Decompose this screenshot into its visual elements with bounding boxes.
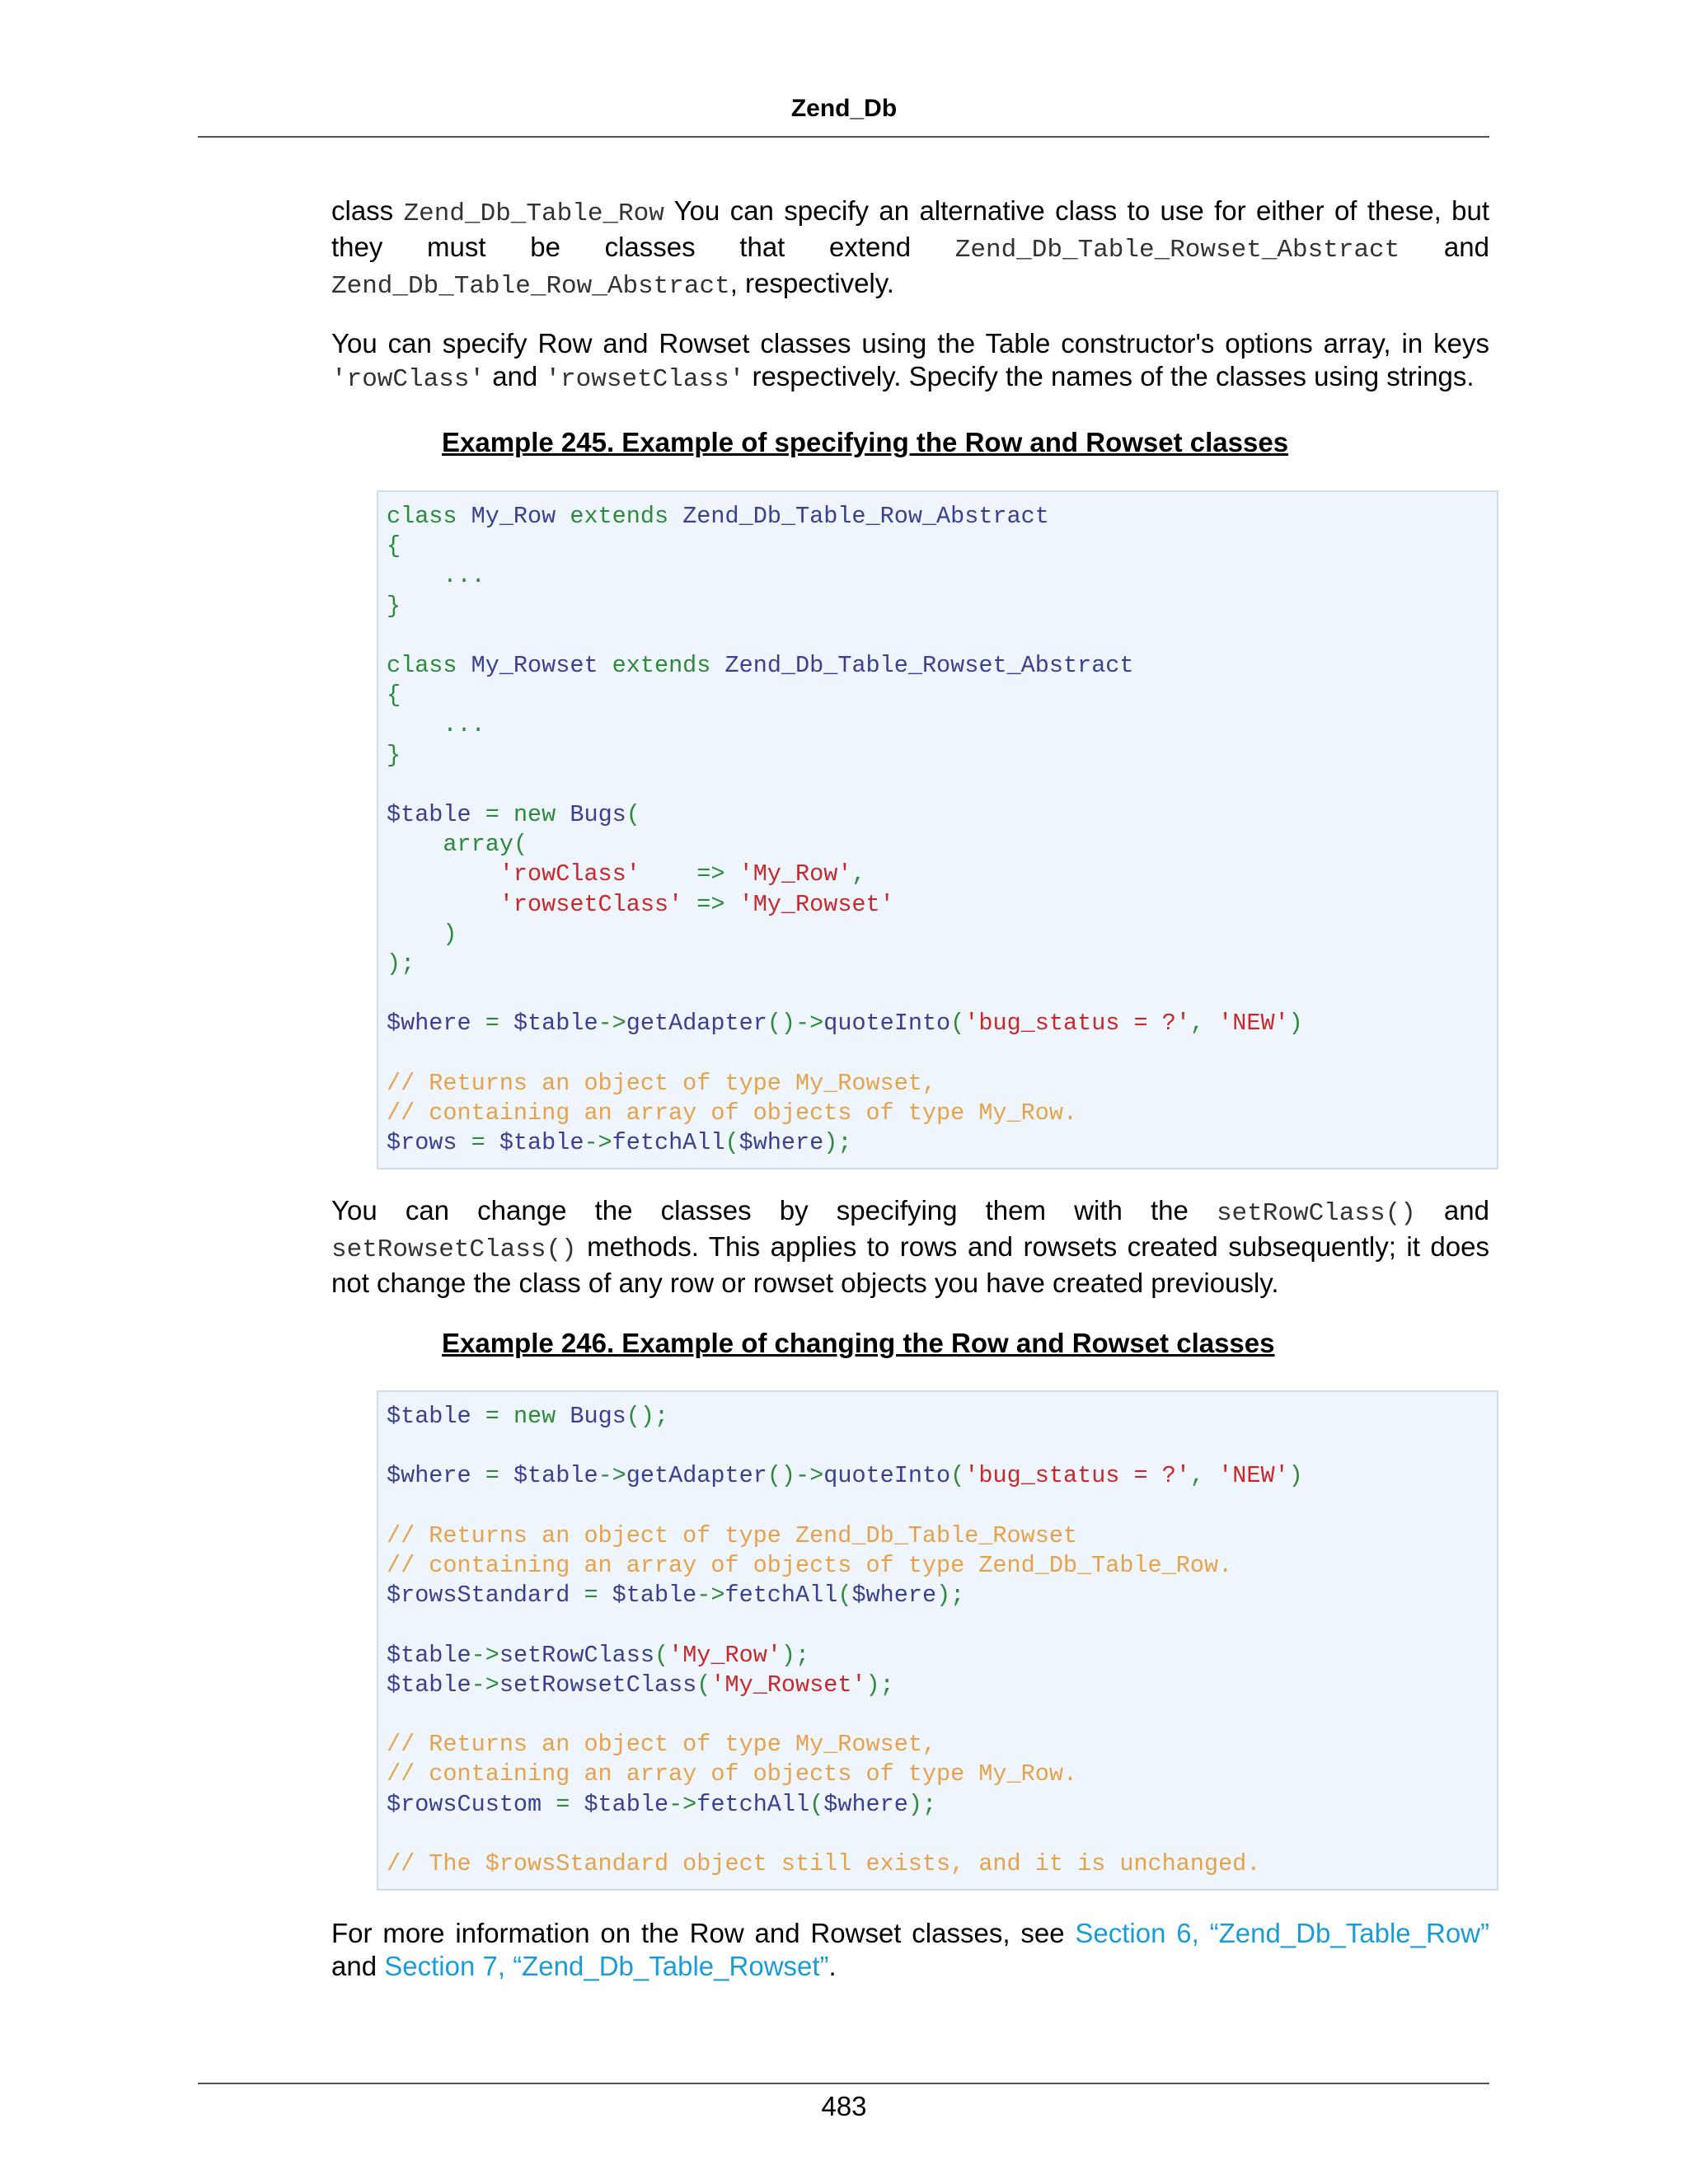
text: You can specify Row and Rowset classes using the Table constructor's options array, in keys bbox=[331, 328, 1489, 359]
text: You can change the classes by specifying them with the bbox=[331, 1195, 1217, 1226]
code-token: Zend_Db_Table_Rowset_Abstract bbox=[724, 652, 1134, 680]
code-token: ); bbox=[823, 1129, 852, 1157]
running-header: Zend_Db bbox=[790, 95, 898, 122]
code-token: 'NEW' bbox=[1218, 1010, 1289, 1038]
code-token: getAdapter bbox=[626, 1010, 767, 1038]
code-token: = bbox=[570, 1582, 612, 1610]
code-token: ); bbox=[781, 1641, 810, 1669]
code-token: -> bbox=[598, 1462, 626, 1490]
text: , respectively. bbox=[729, 268, 894, 298]
code-token: $rowsCustom bbox=[387, 1790, 542, 1818]
page-number: 483 bbox=[821, 2091, 867, 2121]
more-info-paragraph bbox=[331, 1917, 1489, 1983]
code-block-example-245 bbox=[377, 490, 1498, 1169]
code-token: setRowsetClass bbox=[499, 1671, 697, 1699]
code-comment: // containing an array of objects of type My_Row. bbox=[387, 1099, 1078, 1127]
code-token: $where bbox=[387, 1462, 471, 1490]
code-token: { bbox=[387, 682, 401, 710]
inline-code: setRowClass() bbox=[1216, 1199, 1416, 1228]
code-token: ) bbox=[443, 920, 457, 948]
code-token: $table bbox=[513, 1010, 598, 1038]
footer-rule bbox=[198, 2083, 1489, 2084]
code-token: $where bbox=[823, 1790, 908, 1818]
code-comment: // Returns an object of type My_Rowset, bbox=[387, 1069, 937, 1097]
example-245-title: Example 245. Example of specifying the Row and Rowset classes bbox=[442, 427, 1289, 457]
code-token: My_Row bbox=[471, 503, 556, 530]
code-token: quoteInto bbox=[823, 1462, 951, 1490]
code-token: -> bbox=[471, 1671, 499, 1699]
header-rule bbox=[198, 136, 1489, 138]
text: You can specify an alternative class to use for either of these, but they must be classes that extend bbox=[331, 195, 1490, 262]
code-token: ); bbox=[387, 950, 415, 978]
code-token: $where bbox=[851, 1582, 937, 1610]
text: respectively. Specify the names of the classes using strings. bbox=[744, 361, 1475, 391]
text: class bbox=[331, 195, 404, 226]
code-token: { bbox=[387, 532, 401, 560]
change-classes-paragraph bbox=[331, 1194, 1489, 1300]
code-token: class bbox=[387, 503, 457, 530]
code-token: = bbox=[471, 801, 513, 829]
text: and bbox=[331, 1951, 385, 1981]
code-token: $where bbox=[738, 1129, 824, 1157]
code-comment: // containing an array of objects of type Zend_Db_Table_Row. bbox=[387, 1552, 1233, 1580]
code-token: ( bbox=[837, 1582, 852, 1610]
code-comment: // Returns an object of type My_Rowset, bbox=[387, 1731, 937, 1759]
text: and bbox=[1400, 232, 1489, 262]
code-token: 'My_Row' bbox=[668, 1641, 781, 1669]
code-token: Bugs bbox=[570, 1403, 626, 1430]
code-token: ( bbox=[696, 1671, 711, 1699]
code-token: ... bbox=[443, 562, 485, 590]
code-token: , bbox=[1189, 1462, 1219, 1490]
code-token: = bbox=[542, 1790, 584, 1818]
code-token: $table bbox=[513, 1462, 598, 1490]
example-246-title: Example 246. Example of changing the Row and Rowset classes bbox=[442, 1328, 1275, 1358]
code-token: fetchAll bbox=[696, 1790, 810, 1818]
link-section-7-zend-db-table-rowset[interactable]: Section 7, “Zend_Db_Table_Rowset” bbox=[384, 1951, 829, 1981]
inline-code: Zend_Db_Table_Rowset_Abstract bbox=[954, 236, 1400, 265]
code-token: -> bbox=[598, 1010, 626, 1038]
text: methods. This applies to rows and rowsets created subsequently; it does not change the class of any row or rowset objects you have created previously. bbox=[331, 1231, 1489, 1298]
code-token: $table bbox=[584, 1790, 669, 1818]
code-token: ()-> bbox=[767, 1462, 824, 1490]
code-comment: // Returns an object of type Zend_Db_Table_Rowset bbox=[387, 1521, 1078, 1549]
intro-paragraph bbox=[331, 194, 1489, 303]
code-token: setRowClass bbox=[499, 1641, 654, 1669]
code-token: } bbox=[387, 741, 401, 769]
code-token: 'bug_status = ?' bbox=[964, 1462, 1190, 1490]
code-token: 'My_Row' bbox=[738, 860, 852, 888]
code-token: $table bbox=[499, 1129, 584, 1157]
code-token: -> bbox=[696, 1582, 725, 1610]
code-token: $table bbox=[387, 1671, 471, 1699]
code-token: extends bbox=[612, 652, 711, 680]
code-token: , bbox=[1189, 1010, 1219, 1038]
code-token: $rowsStandard bbox=[387, 1582, 570, 1610]
code-token: } bbox=[387, 592, 401, 620]
text: and bbox=[485, 361, 546, 391]
code-token: = bbox=[471, 1010, 513, 1038]
code-token: $table bbox=[612, 1582, 697, 1610]
options-paragraph bbox=[331, 327, 1489, 396]
inline-code: setRowsetClass() bbox=[331, 1235, 577, 1264]
code-token: -> bbox=[471, 1641, 499, 1669]
code-token: $rows bbox=[387, 1129, 457, 1157]
text: and bbox=[1415, 1195, 1489, 1226]
code-token: , bbox=[851, 860, 866, 888]
inline-code: Zend_Db_Table_Row bbox=[403, 199, 664, 228]
inline-code: 'rowClass' bbox=[331, 365, 485, 394]
text: For more information on the Row and Rowset classes, see bbox=[331, 1918, 1076, 1948]
code-token: ... bbox=[443, 711, 485, 739]
code-token: 'My_Rowset' bbox=[710, 1671, 866, 1699]
code-block-example-246 bbox=[377, 1390, 1498, 1891]
code-token: quoteInto bbox=[823, 1010, 951, 1038]
code-token: ( bbox=[950, 1010, 965, 1038]
code-token: new bbox=[513, 1403, 556, 1430]
code-token: My_Rowset bbox=[471, 652, 598, 680]
code-token: = bbox=[471, 1403, 513, 1430]
link-section-6-zend-db-table-row[interactable]: Section 6, “Zend_Db_Table_Row” bbox=[1075, 1918, 1489, 1948]
code-comment: // containing an array of objects of type My_Row. bbox=[387, 1760, 1078, 1788]
code-token: 'NEW' bbox=[1218, 1462, 1289, 1490]
code-token: extends bbox=[570, 503, 669, 530]
code-token: => bbox=[682, 890, 739, 918]
code-token: -> bbox=[668, 1790, 697, 1818]
code-token: $table bbox=[387, 801, 471, 829]
code-token: (); bbox=[626, 1403, 669, 1430]
code-token: ()-> bbox=[767, 1010, 824, 1038]
code-token: class bbox=[387, 652, 457, 680]
code-token: fetchAll bbox=[612, 1129, 725, 1157]
code-token: fetchAll bbox=[724, 1582, 838, 1610]
code-token: ( bbox=[724, 1129, 739, 1157]
code-token: ( bbox=[654, 1641, 669, 1669]
code-token: 'rowsetClass' bbox=[499, 890, 683, 918]
code-token: getAdapter bbox=[626, 1462, 767, 1490]
code-token: new bbox=[513, 801, 556, 829]
code-token: ( bbox=[950, 1462, 965, 1490]
code-token: = bbox=[471, 1462, 513, 1490]
code-token: ); bbox=[865, 1671, 894, 1699]
code-token: array bbox=[443, 831, 513, 859]
code-token: 'My_Rowset' bbox=[738, 890, 894, 918]
code-token: $table bbox=[387, 1641, 471, 1669]
code-token: Bugs bbox=[570, 801, 626, 829]
inline-code: Zend_Db_Table_Row_Abstract bbox=[331, 272, 730, 301]
code-token: -> bbox=[584, 1129, 612, 1157]
code-token: ( bbox=[809, 1790, 824, 1818]
code-token: ); bbox=[936, 1582, 965, 1610]
code-token: 'rowClass' bbox=[499, 860, 640, 888]
code-token: $where bbox=[387, 1010, 471, 1038]
code-token: ( bbox=[626, 801, 640, 829]
code-token: ( bbox=[513, 831, 528, 859]
code-token: => bbox=[640, 860, 739, 888]
code-token: 'bug_status = ?' bbox=[964, 1010, 1190, 1038]
text: . bbox=[828, 1951, 837, 1981]
code-token: ); bbox=[907, 1790, 937, 1818]
code-token: $table bbox=[387, 1403, 471, 1430]
code-token: ) bbox=[1288, 1010, 1303, 1038]
code-comment: // The $rowsStandard object still exists, and it is unchanged. bbox=[387, 1850, 1261, 1878]
inline-code: 'rowsetClass' bbox=[545, 365, 745, 394]
code-token: ) bbox=[1288, 1462, 1303, 1490]
code-token: Zend_Db_Table_Row_Abstract bbox=[682, 503, 1049, 530]
code-token: = bbox=[457, 1129, 499, 1157]
